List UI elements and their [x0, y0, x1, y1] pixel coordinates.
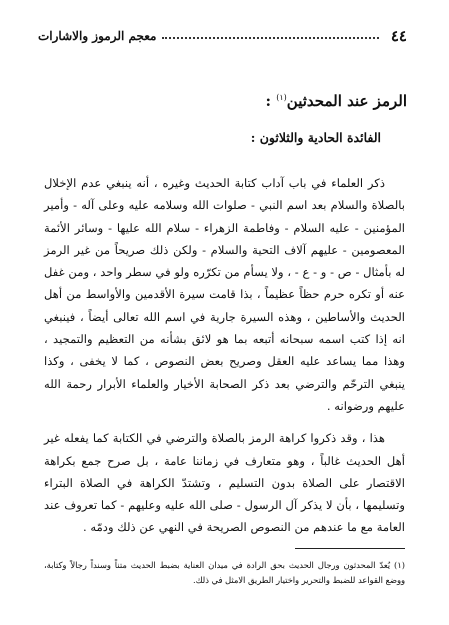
footnote-marker: (١): [276, 93, 287, 102]
header-dotted-leader: [162, 37, 378, 39]
footnote: (١) يُعدّ المحدثون ورجال الحديث بحق الرادة في ميدان العناية بضبط الحديث متناً وسنداً رجالاً وكتابة، ووضع القواعد للضبط والتحرير واختيار الطريق الامثل في ذلك.: [44, 560, 405, 585]
body-text: [44, 172, 405, 539]
page-header: [38, 26, 407, 46]
running-title: معجم الرموز والاشارات: [38, 29, 157, 43]
paragraph-1: ذكر العلماء في باب آداب كتابة الحديث وغيره ، أنه ينبغي عدم الإخلال بالصلاة والسلام بعد اسم النبي - صلوات الله وسلامه عليه وعلى آله - وأمير المؤمنين - عليه السلام - وفاطمة الزهراء - سلام الله عليها - وسائر الأئمة المعصومين - عليهم آلاف التحية والسلام - ولكن ذلك صريحاً من غير الرمز له بأمثال - ص - و - ع - ، ولا يسأم من تكرّره ولو في سطر واحد ، ومن غفل عنه أو تكره حرم حظاً عظيماً ، بذا قامت سيرة الأقدمين والأواسط من أهل الحديث والأساطين ، وهذه السيرة جارية في اسم الله تعالى أيضاً ، فينبغي انه إذا كتب اسمه سبحانه أتبعه بما هو لائق بشأنه من التعظيم والتمجيد ، وهذا مما يساعد عليه العقل وصريح بعض النصوص ، كما لا يخفى ، وكذا ينبغي الترحّم والترضي بعد ذكر الصحابة الأخيار والعلماء الأبرار رحمة الله عليهم ورضوانه .: [44, 176, 405, 413]
section-title-text: الرمز عند المحدثين: [286, 92, 407, 110]
page-number: ٤٤: [390, 27, 407, 45]
section-title: الرمز عند المحدثين$^{(١)}$ :: [265, 92, 407, 110]
footnote-divider: [295, 548, 405, 549]
subheading: الفائدة الحادية والثلاثون :: [250, 130, 381, 145]
paragraph-2: هذا ، وقد ذكروا كراهة الرمز بالصلاة والترضي في الكتابة كما يفعله غير أهل الحديث غالباً ، وهو متعارف في زماننا عامة ، بل صرح جمع بكراهة الاقتصار على الصلاة بدون التسليم ، وتشتدّ الكراهة في الصلاة البتراء وتسليمها ، بأن لا يذكر آل الرسول - صلى الله عليه وعليهم - كما تعروف عند العامة مع ما عندهم من النصوص الصريحة في النهي عن ذلك ودمّه .: [44, 431, 405, 535]
